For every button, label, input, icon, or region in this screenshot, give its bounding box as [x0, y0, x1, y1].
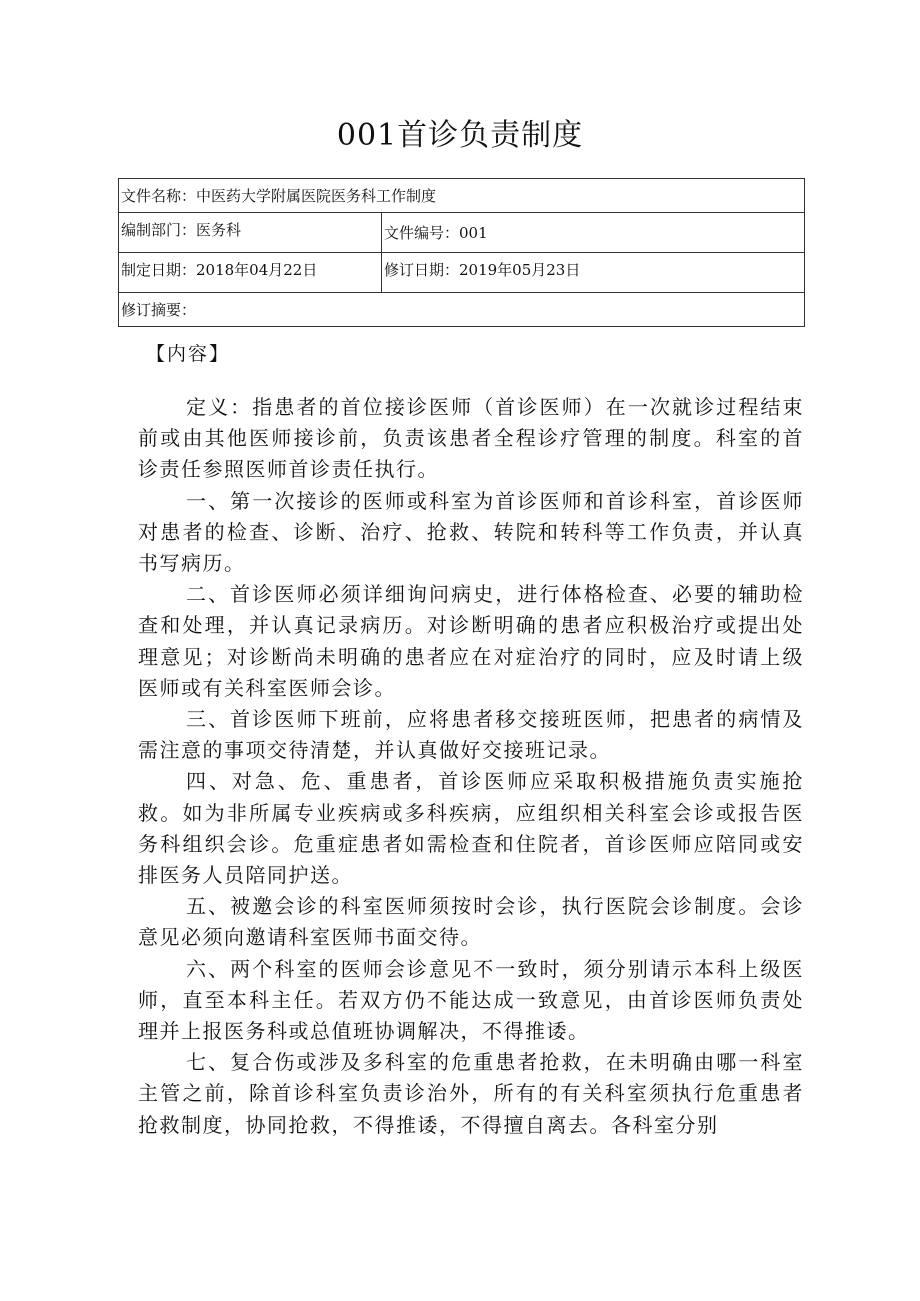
document-title: 001首诊负责制度 — [336, 118, 584, 153]
department-cell: 编制部门：医务科 — [119, 213, 382, 253]
section-heading: 【内容】 — [146, 343, 231, 365]
revised-date-cell: 修订日期：2019年05月23日 — [382, 253, 805, 293]
file-number-cell: 文件编号：001 — [382, 213, 805, 253]
revision-summary-cell: 修订摘要： — [119, 293, 805, 327]
paragraph-clause-5: 五、被邀会诊的科室医师须按时会诊，执行医院会诊制度。会诊意见必须向邀请科室医师书面交待。 — [138, 894, 804, 950]
file-name-cell: 文件名称：中医药大学附属医院医务科工作制度 — [119, 179, 805, 213]
paragraph-clause-7: 七、复合伤或涉及多科室的危重患者抢救，在未明确由哪一科室主管之前，除首诊科室负责诊治外，所有的有关科室须执行危重患者抢救制度，协同抢救，不得推诿，不得擅自离去。各科室分别 — [138, 1050, 804, 1137]
paragraph-clause-3: 三、首诊医师下班前，应将患者移交接班医师，把患者的病情及需注意的事项交待清楚，并认真做好交接班记录。 — [138, 707, 804, 763]
info-row-revision-summary — [119, 293, 805, 327]
info-row-file-name — [119, 179, 805, 213]
created-date-cell: 制定日期：2018年04月22日 — [119, 253, 382, 293]
document-body — [138, 392, 804, 1141]
paragraph-clause-1: 一、第一次接诊的医师或科室为首诊医师和首诊科室，首诊医师对患者的检查、诊断、治疗、抢救、转院和转科等工作负责，并认真书写病历。 — [138, 488, 804, 576]
paragraph-clause-6: 六、两个科室的医师会诊意见不一致时，须分别请示本科上级医师，直至本科主任。若双方仍不能达成一致意见，由首诊医师负责处理并上报医务科或总值班协调解决，不得推诿。 — [138, 956, 804, 1044]
paragraph-clause-2: 二、首诊医师必须详细询问病史，进行体格检查、必要的辅助检查和处理，并认真记录病历。对诊断明确的患者应积极治疗或提出处理意见；对诊断尚未明确的患者应在对症治疗的同时，应及时请上级医师或有关科室医师会诊。 — [138, 582, 804, 700]
info-row-dates — [119, 253, 805, 293]
paragraph-clause-4: 四、对急、危、重患者，首诊医师应采取积极措施负责实施抢救。如为非所属专业疾病或多科疾病，应组织相关科室会诊或报告医务科组织会诊。危重症患者如需检查和住院者，首诊医师应陪同或安排医务人员陪同护送。 — [138, 769, 804, 888]
paragraph-definition: 定义：指患者的首位接诊医师（首诊医师）在一次就诊过程结束前或由其他医师接诊前，负责该患者全程诊疗管理的制度。科室的首诊责任参照医师首诊责任执行。 — [138, 395, 804, 482]
document-info-table — [118, 178, 805, 327]
info-row-department — [119, 213, 805, 253]
